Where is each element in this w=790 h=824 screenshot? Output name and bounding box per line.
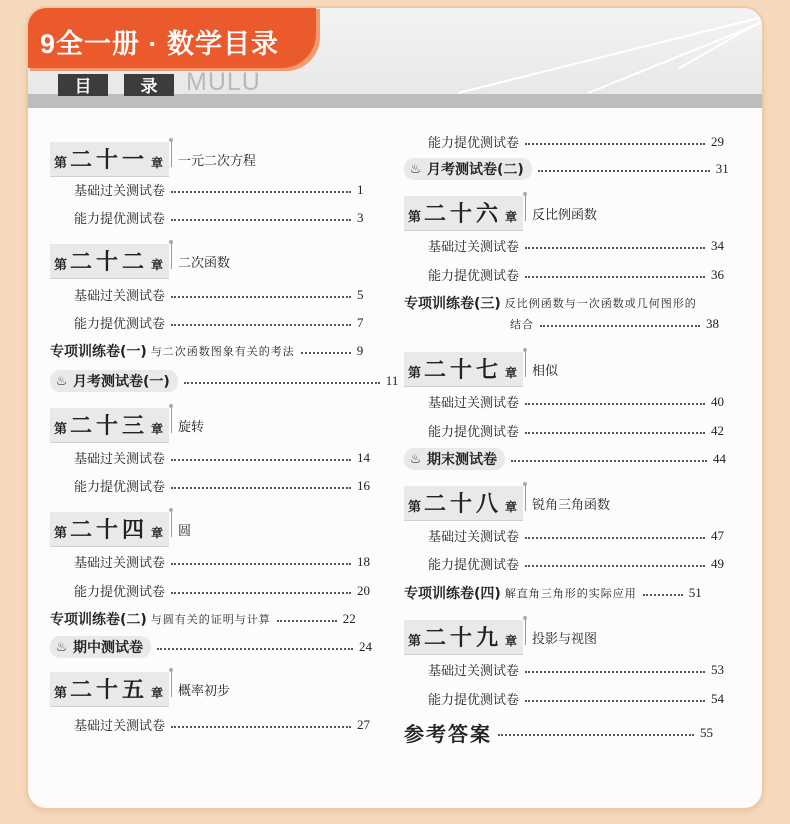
special-exam-3[interactable] <box>404 293 697 313</box>
leader-dots <box>277 620 337 622</box>
entry-label: 能力提优测试卷 <box>74 212 166 227</box>
chapter-title: 相似 <box>532 364 559 379</box>
chapter-prefix: 第 <box>54 156 68 171</box>
special-exam-label: 专项训练卷(二) <box>50 612 147 628</box>
chapter-suffix: 章 <box>151 422 164 436</box>
mulu-english: MULU <box>186 68 261 96</box>
chapter-number: 二十五 <box>70 677 149 703</box>
monthly-exam-2[interactable] <box>404 158 729 180</box>
chapter-suffix: 章 <box>151 526 164 540</box>
chapter-number-box <box>404 486 523 521</box>
chapter-26[interactable] <box>404 196 597 231</box>
page-number: 47 <box>711 527 725 543</box>
chapter-number-box <box>404 196 523 231</box>
toc-entry[interactable] <box>428 265 724 284</box>
flame-icon: ♨ <box>409 451 422 467</box>
entry-label: 基础过关测试卷 <box>74 452 166 467</box>
chapter-22[interactable] <box>50 244 230 279</box>
toc-entry[interactable] <box>428 421 724 440</box>
entry-label: 基础过关测试卷 <box>428 240 520 255</box>
entry-label: 基础过关测试卷 <box>428 396 520 411</box>
leader-dots <box>525 432 705 434</box>
page-number: 34 <box>711 237 725 253</box>
page-number: 29 <box>711 133 725 149</box>
pin-icon <box>525 619 526 645</box>
toc-page <box>28 8 762 808</box>
toc-entry[interactable] <box>74 285 364 304</box>
toc-entry[interactable] <box>74 208 364 227</box>
leader-dots <box>525 565 705 567</box>
page-number: 5 <box>357 286 364 302</box>
special-exam-label: 专项训练卷(三) <box>404 296 501 312</box>
toc-entry[interactable] <box>74 476 370 495</box>
chapter-prefix: 第 <box>54 258 68 273</box>
chapter-suffix: 章 <box>505 366 518 380</box>
leader-dots <box>538 170 710 172</box>
chapter-21[interactable] <box>50 142 256 177</box>
toc-entry[interactable] <box>74 448 370 467</box>
answers-label: 参考答案 <box>404 722 492 746</box>
entry-label: 基础过关测试卷 <box>74 556 166 571</box>
pin-icon <box>171 141 172 167</box>
entry-label: 能力提优测试卷 <box>74 585 166 600</box>
chapter-prefix: 第 <box>408 500 422 515</box>
flame-icon: ♨ <box>55 373 68 389</box>
leader-dots <box>511 460 707 462</box>
special-exam-3-cont[interactable] <box>510 316 719 332</box>
flame-icon: ♨ <box>409 161 422 177</box>
exam-label: 月考测试卷(一) <box>73 374 170 390</box>
leader-dots <box>498 734 694 736</box>
entry-label: 能力提优测试卷 <box>428 136 520 151</box>
chapter-suffix: 章 <box>151 686 164 700</box>
chapter-title: 二次函数 <box>178 256 231 271</box>
exam-label: 期末测试卷 <box>427 452 497 468</box>
chapter-suffix: 章 <box>505 634 518 648</box>
pin-icon <box>171 407 172 433</box>
mulu-char-1: 目 <box>58 74 108 96</box>
chapter-27[interactable] <box>404 352 558 387</box>
entry-label: 基础过关测试卷 <box>428 664 520 679</box>
leader-dots <box>525 247 705 249</box>
pin-icon <box>171 243 172 269</box>
page-number: 38 <box>706 316 719 331</box>
page-number: 42 <box>711 422 725 438</box>
chapter-number: 二十三 <box>70 413 149 439</box>
leader-dots <box>525 276 705 278</box>
chapter-suffix: 章 <box>505 210 518 224</box>
exam-label: 月考测试卷(二) <box>427 162 524 178</box>
chapter-prefix: 第 <box>54 686 68 701</box>
page-number: 11 <box>385 373 399 388</box>
chapter-suffix: 章 <box>151 156 164 170</box>
page-number: 3 <box>357 209 364 225</box>
toc-entry[interactable] <box>428 236 724 255</box>
chapter-title: 概率初步 <box>178 684 231 699</box>
leader-dots <box>171 219 351 221</box>
exam-label-box <box>50 636 151 658</box>
page-number: 1 <box>357 181 364 197</box>
special-exam-label: 专项训练卷(一) <box>50 344 147 360</box>
chapter-29[interactable] <box>404 620 597 655</box>
page-number: 9 <box>356 343 364 358</box>
page-number: 49 <box>711 555 725 571</box>
chapter-title: 旋转 <box>178 420 205 435</box>
entry-label: 基础过关测试卷 <box>74 289 166 304</box>
chapter-prefix: 第 <box>408 210 422 225</box>
page-number: 44 <box>713 451 726 466</box>
leader-dots <box>525 671 705 673</box>
pin-icon <box>525 351 526 377</box>
page-number: 16 <box>357 477 371 493</box>
toc-entry[interactable] <box>74 180 364 199</box>
monthly-exam-1[interactable] <box>50 370 398 392</box>
special-exam-desc: 解直角三角形的实际应用 <box>504 587 637 600</box>
page-number: 18 <box>357 553 371 569</box>
toc-entry[interactable] <box>428 526 724 545</box>
chapter-prefix: 第 <box>54 526 68 541</box>
page-number: 55 <box>700 724 713 740</box>
leader-dots <box>643 594 683 596</box>
page-number: 36 <box>711 266 725 282</box>
special-exam-label: 专项训练卷(四) <box>404 586 501 602</box>
exam-label-box <box>404 448 505 470</box>
special-exam-desc: 与二次函数图象有关的考法 <box>150 345 295 358</box>
special-exam-desc: 与圆有关的证明与计算 <box>150 613 271 626</box>
leader-dots <box>525 537 705 539</box>
exam-label-box <box>404 158 532 180</box>
chapter-title: 反比例函数 <box>532 208 598 223</box>
page-number: 24 <box>359 639 372 654</box>
toc-entry[interactable] <box>428 132 724 151</box>
toc-entry[interactable] <box>74 552 370 571</box>
leader-dots <box>301 352 351 354</box>
leader-dots <box>525 700 705 702</box>
leader-dots <box>171 191 351 193</box>
leader-dots <box>184 382 380 384</box>
entry-label: 基础过关测试卷 <box>74 184 166 199</box>
pin-icon <box>525 485 526 511</box>
chapter-number: 二十一 <box>70 147 149 173</box>
chapter-prefix: 第 <box>408 366 422 381</box>
chapter-number-box <box>404 352 523 387</box>
toc-entry[interactable] <box>74 313 364 332</box>
chapter-number-box <box>50 244 169 279</box>
chapter-number: 二十九 <box>424 625 503 651</box>
page-number: 20 <box>357 582 371 598</box>
chapter-title: 投影与视图 <box>532 632 598 647</box>
chapter-title: 圆 <box>178 524 192 539</box>
toc-entry[interactable] <box>428 660 724 679</box>
chapter-title: 锐角三角函数 <box>532 498 611 513</box>
leader-dots <box>171 563 351 565</box>
chapter-24[interactable] <box>50 512 191 547</box>
pin-icon <box>525 195 526 221</box>
leader-dots <box>171 726 351 728</box>
special-exam-desc: 结合 <box>510 318 534 331</box>
chapter-suffix: 章 <box>505 500 518 514</box>
page-number: 31 <box>715 161 729 176</box>
entry-label: 能力提优测试卷 <box>428 693 520 708</box>
answers-entry[interactable] <box>404 718 713 747</box>
page-number: 40 <box>711 393 725 409</box>
mulu-char-2: 录 <box>124 74 174 96</box>
leader-dots <box>171 487 351 489</box>
entry-label: 能力提优测试卷 <box>74 480 166 495</box>
special-exam-desc: 反比例函数与一次函数或几何图形的 <box>504 297 697 310</box>
chapter-23[interactable] <box>50 408 204 443</box>
pin-icon <box>171 511 172 537</box>
chapter-prefix: 第 <box>54 422 68 437</box>
midterm-exam[interactable] <box>50 636 372 658</box>
page-number: 54 <box>711 690 725 706</box>
entry-label: 基础过关测试卷 <box>428 530 520 545</box>
special-exam-2[interactable] <box>50 609 356 629</box>
chapter-suffix: 章 <box>151 258 164 272</box>
chapter-number: 二十四 <box>70 517 149 543</box>
chapter-number: 二十二 <box>70 249 149 275</box>
chapter-25[interactable] <box>50 672 230 707</box>
leader-dots <box>171 296 351 298</box>
header-divider <box>28 94 762 108</box>
chapter-28[interactable] <box>404 486 610 521</box>
entry-label: 能力提优测试卷 <box>74 317 166 332</box>
special-exam-4[interactable] <box>404 583 702 603</box>
chapter-number-box <box>50 408 169 443</box>
exam-label-box <box>50 370 178 392</box>
page-number: 27 <box>357 716 371 732</box>
page-number: 14 <box>357 449 371 465</box>
page-title: 9全一册 · 数学目录 <box>40 29 280 59</box>
entry-label: 能力提优测试卷 <box>428 425 520 440</box>
toc-entry[interactable] <box>74 581 370 600</box>
leader-dots <box>525 403 705 405</box>
pin-icon <box>171 671 172 697</box>
page-number: 7 <box>357 314 364 330</box>
page-number: 51 <box>688 585 702 600</box>
entry-label: 能力提优测试卷 <box>428 269 520 284</box>
leader-dots <box>171 324 351 326</box>
entry-label: 能力提优测试卷 <box>428 558 520 573</box>
final-exam[interactable] <box>404 448 726 470</box>
toc-entry[interactable] <box>428 689 724 708</box>
page-number: 22 <box>342 611 356 626</box>
toc-entry[interactable] <box>428 392 724 411</box>
leader-dots <box>540 325 700 327</box>
chapter-number-box <box>50 142 169 177</box>
chapter-number-box <box>404 620 523 655</box>
leader-dots <box>157 648 353 650</box>
exam-label: 期中测试卷 <box>73 640 143 656</box>
chapter-number-box <box>50 512 169 547</box>
chapter-title: 一元二次方程 <box>178 154 257 169</box>
special-exam-1[interactable] <box>50 341 363 361</box>
page-number: 53 <box>711 661 725 677</box>
toc-entry[interactable] <box>74 715 370 734</box>
chapter-number: 二十七 <box>424 357 503 383</box>
leader-dots <box>171 592 351 594</box>
toc-entry[interactable] <box>428 554 724 573</box>
title-tab <box>28 8 316 68</box>
chapter-prefix: 第 <box>408 634 422 649</box>
leader-dots <box>171 459 351 461</box>
flame-icon: ♨ <box>55 639 68 655</box>
entry-label: 基础过关测试卷 <box>74 719 166 734</box>
chapter-number-box <box>50 672 169 707</box>
leader-dots <box>525 143 705 145</box>
chapter-number: 二十六 <box>424 201 503 227</box>
chapter-number: 二十八 <box>424 491 503 517</box>
